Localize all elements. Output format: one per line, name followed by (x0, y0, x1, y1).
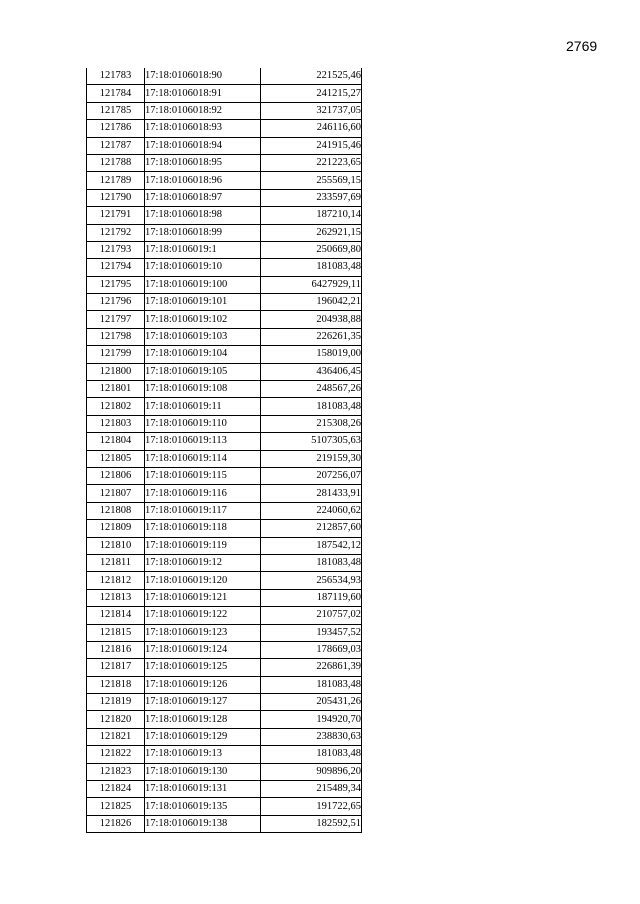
row-number-cell: 121787 (87, 137, 145, 154)
row-number-cell: 121788 (87, 154, 145, 171)
cadastral-number-cell: 17:18:0106019:108 (145, 381, 261, 398)
row-number-cell: 121799 (87, 346, 145, 363)
value-cell: 221525,46 (261, 68, 362, 85)
table-row (87, 207, 362, 224)
row-number-cell: 121814 (87, 607, 145, 624)
value-cell: 226861,39 (261, 659, 362, 676)
value-cell: 241215,27 (261, 85, 362, 102)
cadastral-number-cell: 17:18:0106018:97 (145, 189, 261, 206)
cadastral-number-cell: 17:18:0106019:114 (145, 450, 261, 467)
row-number-cell: 121792 (87, 224, 145, 241)
row-number-cell: 121820 (87, 711, 145, 728)
value-cell: 212857,60 (261, 520, 362, 537)
row-number-cell: 121818 (87, 676, 145, 693)
value-cell: 248567,26 (261, 381, 362, 398)
row-number-cell: 121806 (87, 467, 145, 484)
value-cell: 256534,93 (261, 572, 362, 589)
cadastral-number-cell: 17:18:0106018:92 (145, 102, 261, 119)
row-number-cell: 121815 (87, 624, 145, 641)
row-number-cell: 121798 (87, 328, 145, 345)
value-cell: 262921,15 (261, 224, 362, 241)
cadastral-number-cell: 17:18:0106019:120 (145, 572, 261, 589)
cadastral-number-cell: 17:18:0106019:117 (145, 502, 261, 519)
cadastral-number-cell: 17:18:0106018:90 (145, 68, 261, 85)
cadastral-number-cell: 17:18:0106019:100 (145, 276, 261, 293)
cadastral-number-cell: 17:18:0106019:138 (145, 815, 261, 832)
value-cell: 215308,26 (261, 415, 362, 432)
value-cell: 219159,30 (261, 450, 362, 467)
table-row (87, 120, 362, 137)
table-row (87, 224, 362, 241)
row-number-cell: 121785 (87, 102, 145, 119)
row-number-cell: 121810 (87, 537, 145, 554)
table-row (87, 102, 362, 119)
cadastral-number-cell: 17:18:0106019:105 (145, 363, 261, 380)
row-number-cell: 121821 (87, 728, 145, 745)
table-row (87, 659, 362, 676)
value-cell: 226261,35 (261, 328, 362, 345)
table-row (87, 68, 362, 85)
row-number-cell: 121803 (87, 415, 145, 432)
cadastral-number-cell: 17:18:0106018:96 (145, 172, 261, 189)
value-cell: 187210,14 (261, 207, 362, 224)
cadastral-number-cell: 17:18:0106018:93 (145, 120, 261, 137)
value-cell: 181083,48 (261, 676, 362, 693)
page-number: 2769 (566, 38, 598, 54)
row-number-cell: 121786 (87, 120, 145, 137)
cadastral-number-cell: 17:18:0106019:129 (145, 728, 261, 745)
table-row (87, 676, 362, 693)
row-number-cell: 121822 (87, 746, 145, 763)
value-cell: 204938,88 (261, 311, 362, 328)
row-number-cell: 121801 (87, 381, 145, 398)
value-cell: 246116,60 (261, 120, 362, 137)
cadastral-number-cell: 17:18:0106019:116 (145, 485, 261, 502)
row-number-cell: 121789 (87, 172, 145, 189)
table-row (87, 241, 362, 258)
table-row (87, 381, 362, 398)
value-cell: 178669,03 (261, 641, 362, 658)
row-number-cell: 121790 (87, 189, 145, 206)
table-row (87, 607, 362, 624)
cadastral-number-cell: 17:18:0106019:115 (145, 467, 261, 484)
cadastral-number-cell: 17:18:0106018:99 (145, 224, 261, 241)
cadastral-number-cell: 17:18:0106019:122 (145, 607, 261, 624)
table-row (87, 189, 362, 206)
table-row (87, 624, 362, 641)
value-cell: 181083,48 (261, 554, 362, 571)
table-row (87, 137, 362, 154)
cadastral-number-cell: 17:18:0106019:124 (145, 641, 261, 658)
row-number-cell: 121812 (87, 572, 145, 589)
table-row (87, 154, 362, 171)
table-row (87, 554, 362, 571)
value-cell: 187119,60 (261, 589, 362, 606)
value-cell: 224060,62 (261, 502, 362, 519)
cadastral-number-cell: 17:18:0106019:113 (145, 433, 261, 450)
table-row (87, 450, 362, 467)
cadastral-number-cell: 17:18:0106019:119 (145, 537, 261, 554)
cadastral-number-cell: 17:18:0106019:101 (145, 294, 261, 311)
cadastral-number-cell: 17:18:0106019:135 (145, 798, 261, 815)
cadastral-number-cell: 17:18:0106019:128 (145, 711, 261, 728)
row-number-cell: 121816 (87, 641, 145, 658)
cadastral-number-cell: 17:18:0106019:104 (145, 346, 261, 363)
table-row (87, 728, 362, 745)
table-row (87, 485, 362, 502)
cadastral-number-cell: 17:18:0106019:125 (145, 659, 261, 676)
row-number-cell: 121813 (87, 589, 145, 606)
value-cell: 221223,65 (261, 154, 362, 171)
cadastral-number-cell: 17:18:0106018:95 (145, 154, 261, 171)
value-cell: 181083,48 (261, 398, 362, 415)
table-row (87, 363, 362, 380)
table-row (87, 798, 362, 815)
row-number-cell: 121811 (87, 554, 145, 571)
table-row (87, 711, 362, 728)
cadastral-number-cell: 17:18:0106019:127 (145, 694, 261, 711)
cadastral-number-cell: 17:18:0106018:94 (145, 137, 261, 154)
table-row (87, 589, 362, 606)
value-cell: 210757,02 (261, 607, 362, 624)
table-row (87, 746, 362, 763)
row-number-cell: 121826 (87, 815, 145, 832)
table-row (87, 572, 362, 589)
value-cell: 281433,91 (261, 485, 362, 502)
table-row (87, 694, 362, 711)
cadastral-number-cell: 17:18:0106019:123 (145, 624, 261, 641)
cadastral-number-cell: 17:18:0106018:98 (145, 207, 261, 224)
row-number-cell: 121784 (87, 85, 145, 102)
row-number-cell: 121795 (87, 276, 145, 293)
table-row (87, 433, 362, 450)
value-cell: 436406,45 (261, 363, 362, 380)
value-cell: 181083,48 (261, 746, 362, 763)
value-cell: 205431,26 (261, 694, 362, 711)
table-row (87, 276, 362, 293)
table-row (87, 781, 362, 798)
table-row (87, 467, 362, 484)
row-number-cell: 121802 (87, 398, 145, 415)
table-row (87, 520, 362, 537)
value-cell: 6427929,11 (261, 276, 362, 293)
cadastral-number-cell: 17:18:0106019:103 (145, 328, 261, 345)
table-row (87, 641, 362, 658)
cadastral-number-cell: 17:18:0106019:126 (145, 676, 261, 693)
row-number-cell: 121809 (87, 520, 145, 537)
table-row (87, 346, 362, 363)
cadastral-value-table (86, 68, 362, 833)
table-row (87, 85, 362, 102)
value-cell: 250669,80 (261, 241, 362, 258)
value-cell: 196042,21 (261, 294, 362, 311)
row-number-cell: 121825 (87, 798, 145, 815)
row-number-cell: 121817 (87, 659, 145, 676)
table-body (87, 68, 362, 833)
value-cell: 238830,63 (261, 728, 362, 745)
row-number-cell: 121807 (87, 485, 145, 502)
cadastral-number-cell: 17:18:0106019:110 (145, 415, 261, 432)
cadastral-number-cell: 17:18:0106019:130 (145, 763, 261, 780)
table-row (87, 259, 362, 276)
cadastral-number-cell: 17:18:0106019:1 (145, 241, 261, 258)
cadastral-number-cell: 17:18:0106019:13 (145, 746, 261, 763)
row-number-cell: 121796 (87, 294, 145, 311)
table-row (87, 398, 362, 415)
cadastral-number-cell: 17:18:0106019:102 (145, 311, 261, 328)
row-number-cell: 121793 (87, 241, 145, 258)
row-number-cell: 121819 (87, 694, 145, 711)
table-row (87, 328, 362, 345)
value-cell: 158019,00 (261, 346, 362, 363)
cadastral-number-cell: 17:18:0106019:12 (145, 554, 261, 571)
value-cell: 909896,20 (261, 763, 362, 780)
cadastral-number-cell: 17:18:0106019:118 (145, 520, 261, 537)
value-cell: 5107305,63 (261, 433, 362, 450)
row-number-cell: 121804 (87, 433, 145, 450)
table-row (87, 172, 362, 189)
table-row (87, 415, 362, 432)
row-number-cell: 121805 (87, 450, 145, 467)
cadastral-number-cell: 17:18:0106019:10 (145, 259, 261, 276)
row-number-cell: 121791 (87, 207, 145, 224)
cadastral-number-cell: 17:18:0106018:91 (145, 85, 261, 102)
cadastral-number-cell: 17:18:0106019:11 (145, 398, 261, 415)
value-cell: 191722,65 (261, 798, 362, 815)
value-cell: 321737,05 (261, 102, 362, 119)
value-cell: 181083,48 (261, 259, 362, 276)
row-number-cell: 121797 (87, 311, 145, 328)
cadastral-number-cell: 17:18:0106019:121 (145, 589, 261, 606)
table-row (87, 815, 362, 832)
value-cell: 241915,46 (261, 137, 362, 154)
row-number-cell: 121824 (87, 781, 145, 798)
row-number-cell: 121800 (87, 363, 145, 380)
row-number-cell: 121823 (87, 763, 145, 780)
cadastral-number-cell: 17:18:0106019:131 (145, 781, 261, 798)
value-cell: 207256,07 (261, 467, 362, 484)
table-row (87, 763, 362, 780)
value-cell: 215489,34 (261, 781, 362, 798)
table-row (87, 537, 362, 554)
value-cell: 193457,52 (261, 624, 362, 641)
row-number-cell: 121794 (87, 259, 145, 276)
value-cell: 187542,12 (261, 537, 362, 554)
table-row (87, 311, 362, 328)
value-cell: 194920,70 (261, 711, 362, 728)
value-cell: 255569,15 (261, 172, 362, 189)
row-number-cell: 121808 (87, 502, 145, 519)
table-row (87, 502, 362, 519)
table-row (87, 294, 362, 311)
value-cell: 182592,51 (261, 815, 362, 832)
row-number-cell: 121783 (87, 68, 145, 85)
value-cell: 233597,69 (261, 189, 362, 206)
